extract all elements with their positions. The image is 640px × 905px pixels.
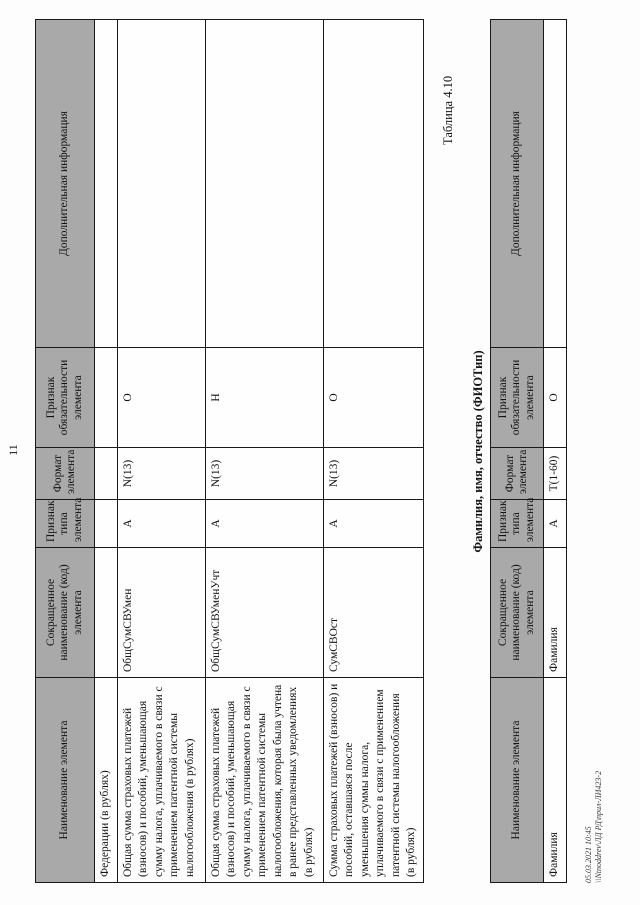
footer-file-path: \\Ntnoddrev\ЛД РД\прил-ЛИ423-2	[594, 770, 604, 883]
cell-info	[205, 20, 323, 348]
cell-format: T(1-60)	[544, 448, 567, 500]
elements-table	[35, 19, 424, 883]
cell-info	[544, 20, 567, 348]
footer-timestamp: 05.03.2021 10:45	[584, 826, 593, 883]
cell-format	[95, 448, 118, 500]
cell-format: N(13)	[117, 448, 205, 500]
table-header-row	[36, 20, 95, 883]
cell-type: А	[205, 500, 323, 548]
table-row	[544, 20, 567, 883]
table-row	[323, 20, 423, 883]
cell-name: Федерации (в рублях)	[95, 678, 118, 883]
fio-table	[490, 19, 567, 883]
col-header-type: Признак типа элемента	[491, 500, 544, 548]
col-header-name: Наименование элемента	[36, 678, 95, 883]
col-header-code: Сокращенное наименование (код) элемента	[491, 548, 544, 678]
table-header-row	[491, 20, 544, 883]
col-header-required: Признак обязательности элемента	[36, 348, 95, 448]
col-header-name: Наименование элемента	[491, 678, 544, 883]
col-header-info: Дополнительная информация	[36, 20, 95, 348]
cell-required: О	[544, 348, 567, 448]
col-header-required: Признак обязательности элемента	[491, 348, 544, 448]
cell-name: Общая сумма страховых платежей (взносов) и пособий, уменьшающая сумму налога, уплачиваемого в связи с применением патентной системы налогообложения (в рублях)	[117, 678, 205, 883]
table-row	[117, 20, 205, 883]
col-header-format: Формат элемента	[491, 448, 544, 500]
cell-name: Общая сумма страховых платежей (взносов) и пособий, уменьшающая сумму налога, уплачиваемого в связи с применением патентной системы налогообложения, которая была учтена в ранее представленных уведомлениях (в рублях)	[205, 678, 323, 883]
cell-code: ОбщСумСВУменУчт	[205, 548, 323, 678]
cell-info	[323, 20, 423, 348]
cell-name: Сумма страховых платежей (взносов) и пособий, оставшаяся после уменьшения суммы налога, уплачиваемого в связи с применением патентной системы налогообложения (в рублях)	[323, 678, 423, 883]
cell-type: А	[323, 500, 423, 548]
document-footer	[584, 771, 605, 883]
page-number: 11	[6, 444, 20, 456]
col-header-format: Формат элемента	[36, 448, 95, 500]
cell-code: СумСВОст	[323, 548, 423, 678]
cell-type: А	[117, 500, 205, 548]
cell-code	[95, 548, 118, 678]
cell-code: Фамилия	[544, 548, 567, 678]
cell-code: ОбщСумСВУмен	[117, 548, 205, 678]
cell-required: О	[323, 348, 423, 448]
col-header-code: Сокращенное наименование (код) элемента	[36, 548, 95, 678]
table-label: Таблица 4.10	[441, 75, 455, 145]
cell-required: Н	[205, 348, 323, 448]
cell-format: N(13)	[205, 448, 323, 500]
cell-info	[95, 20, 118, 348]
table-row	[95, 20, 118, 883]
table-caption: Фамилия, имя, отчество (ФИОТип)	[471, 350, 485, 553]
cell-info	[117, 20, 205, 348]
cell-type: А	[544, 500, 567, 548]
table-row	[205, 20, 323, 883]
cell-required	[95, 348, 118, 448]
cell-name: Фамилия	[544, 678, 567, 883]
cell-type	[95, 500, 118, 548]
cell-format: N(13)	[323, 448, 423, 500]
col-header-type: Признак типа элемента	[36, 500, 95, 548]
col-header-info: Дополнительная информация	[491, 20, 544, 348]
cell-required: О	[117, 348, 205, 448]
